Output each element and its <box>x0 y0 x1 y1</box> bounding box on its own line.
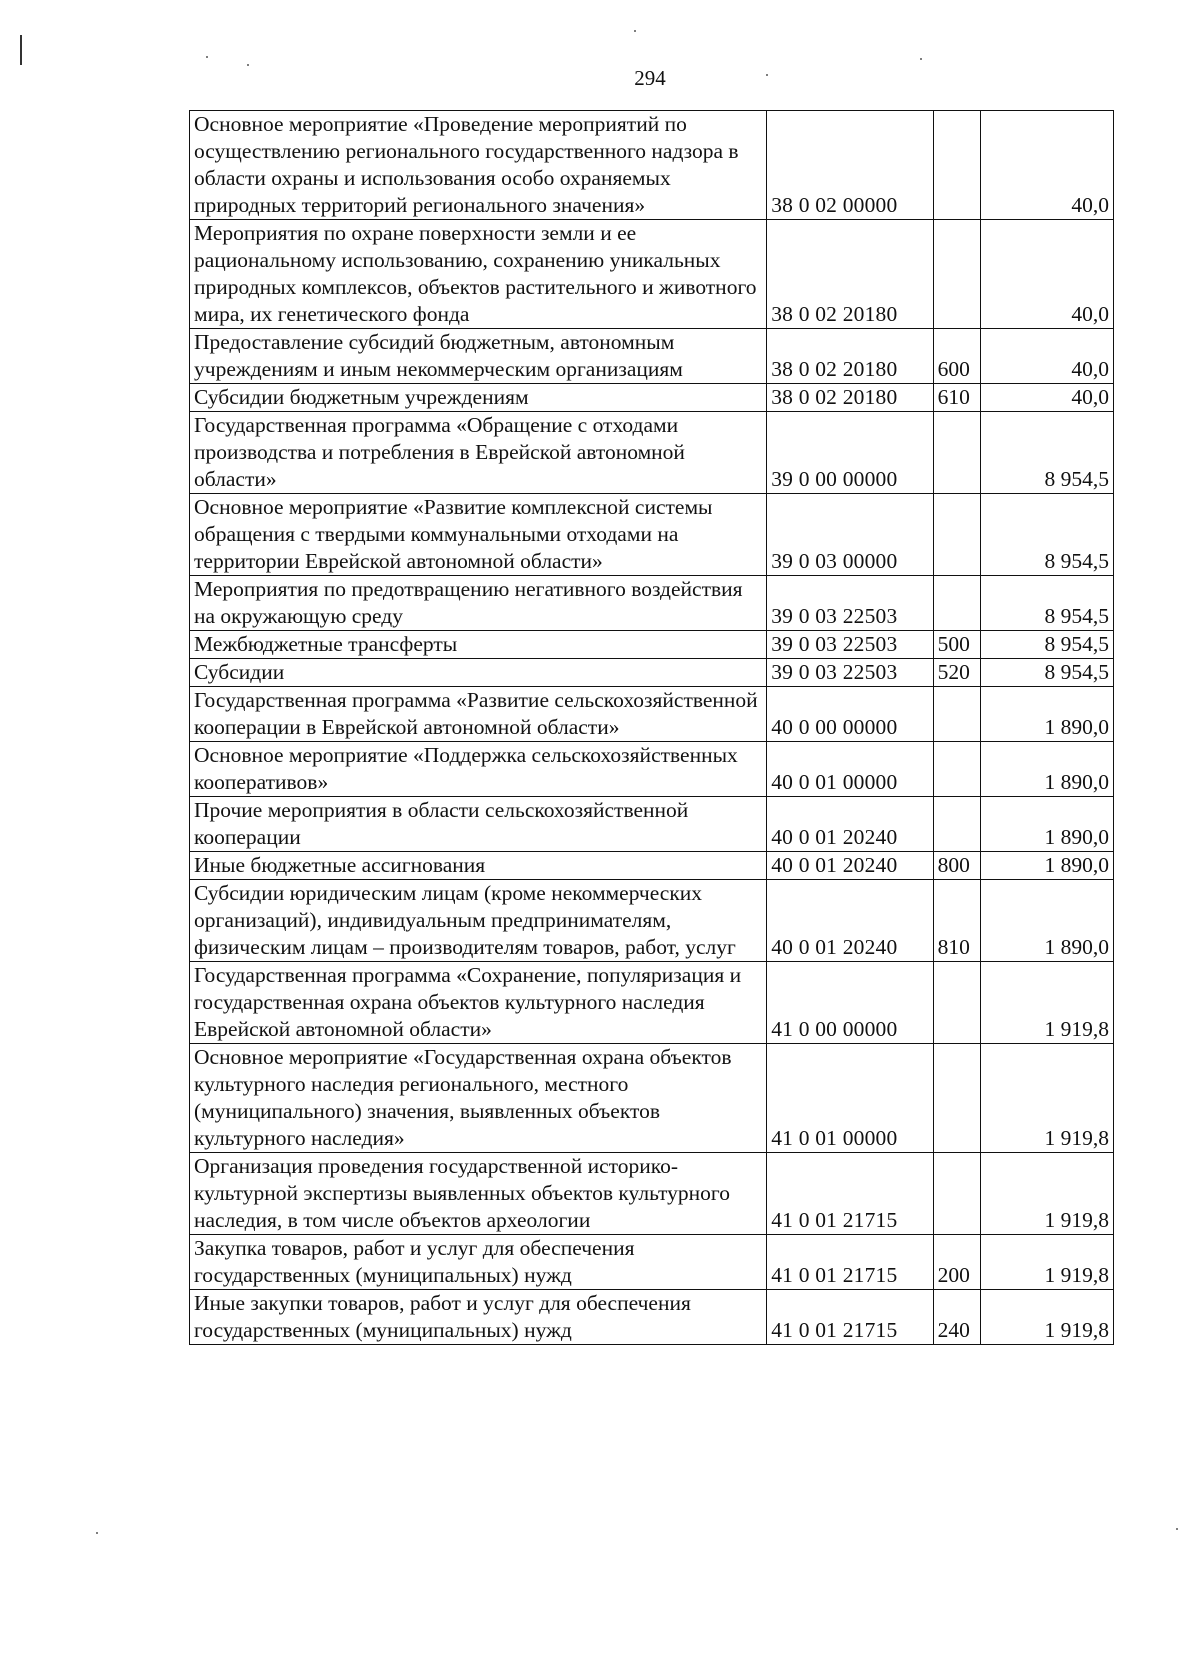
scan-speck <box>920 58 922 60</box>
row-sum-cell: 1 919,8 <box>980 1153 1113 1235</box>
row-code-cell: 38 0 02 20180 <box>767 384 933 412</box>
row-sum-cell: 1 890,0 <box>980 880 1113 962</box>
row-sum-cell: 1 919,8 <box>980 1290 1113 1345</box>
row-sum-cell: 8 954,5 <box>980 576 1113 631</box>
row-sum-cell: 1 919,8 <box>980 1235 1113 1290</box>
row-code-cell: 38 0 02 20180 <box>767 329 933 384</box>
row-expense-type-cell <box>933 797 980 852</box>
row-sum-cell: 40,0 <box>980 329 1113 384</box>
table-row <box>190 384 1114 412</box>
row-expense-type-cell: 520 <box>933 659 980 687</box>
row-code-cell: 41 0 01 21715 <box>767 1153 933 1235</box>
row-name-cell: Основное мероприятие «Государственная охрана объектов культурного наследия регионального, местного (муниципального) значения, выявленных объектов культурного наследия» <box>190 1044 767 1153</box>
row-code-cell: 40 0 01 20240 <box>767 797 933 852</box>
row-name-cell: Субсидии юридическим лицам (кроме некоммерческих организаций), индивидуальным предпринимателям, физическим лицам – производителям товаров, работ, услуг <box>190 880 767 962</box>
table-row <box>190 329 1114 384</box>
row-sum-cell: 40,0 <box>980 220 1113 329</box>
row-sum-cell: 8 954,5 <box>980 631 1113 659</box>
row-code-cell: 40 0 01 20240 <box>767 880 933 962</box>
table-row <box>190 659 1114 687</box>
row-code-cell: 38 0 02 00000 <box>767 111 933 220</box>
row-expense-type-cell <box>933 576 980 631</box>
table-row <box>190 1044 1114 1153</box>
row-name-cell: Мероприятия по охране поверхности земли и ее рациональному использованию, сохранению уникальных природных комплексов, объектов растительного и животного мира, их генетического фонда <box>190 220 767 329</box>
budget-table <box>189 110 1114 1345</box>
page-number: 294 <box>634 66 666 90</box>
row-name-cell: Предоставление субсидий бюджетным, автономным учреждениям и иным некоммерческим организациям <box>190 329 767 384</box>
row-name-cell: Иные бюджетные ассигнования <box>190 852 767 880</box>
row-expense-type-cell: 500 <box>933 631 980 659</box>
row-name-cell: Субсидии <box>190 659 767 687</box>
row-expense-type-cell <box>933 1044 980 1153</box>
row-name-cell: Государственная программа «Обращение с отходами производства и потребления в Еврейской автономной области» <box>190 412 767 494</box>
row-code-cell: 40 0 01 00000 <box>767 742 933 797</box>
row-expense-type-cell <box>933 220 980 329</box>
row-code-cell: 41 0 01 21715 <box>767 1290 933 1345</box>
row-name-cell: Государственная программа «Сохранение, популяризация и государственная охрана объектов культурного наследия Еврейской автономной области» <box>190 962 767 1044</box>
row-expense-type-cell <box>933 111 980 220</box>
row-expense-type-cell <box>933 1153 980 1235</box>
table-row <box>190 880 1114 962</box>
budget-table-body <box>190 111 1114 1345</box>
row-code-cell: 41 0 01 00000 <box>767 1044 933 1153</box>
row-name-cell: Государственная программа «Развитие сельскохозяйственной кооперации в Еврейской автономной области» <box>190 687 767 742</box>
row-sum-cell: 1 919,8 <box>980 962 1113 1044</box>
table-row <box>190 631 1114 659</box>
row-name-cell: Основное мероприятие «Поддержка сельскохозяйственных кооперативов» <box>190 742 767 797</box>
scan-speck <box>206 56 208 58</box>
row-code-cell: 41 0 01 21715 <box>767 1235 933 1290</box>
row-name-cell: Основное мероприятие «Развитие комплексной системы обращения с твердыми коммунальными отходами на территории Еврейской автономной области» <box>190 494 767 576</box>
row-sum-cell: 8 954,5 <box>980 412 1113 494</box>
row-name-cell: Межбюджетные трансферты <box>190 631 767 659</box>
row-expense-type-cell: 810 <box>933 880 980 962</box>
row-expense-type-cell: 610 <box>933 384 980 412</box>
row-code-cell: 41 0 00 00000 <box>767 962 933 1044</box>
row-name-cell: Закупка товаров, работ и услуг для обеспечения государственных (муниципальных) нужд <box>190 1235 767 1290</box>
row-expense-type-cell: 800 <box>933 852 980 880</box>
row-sum-cell: 1 890,0 <box>980 852 1113 880</box>
row-code-cell: 39 0 03 22503 <box>767 659 933 687</box>
row-sum-cell: 1 890,0 <box>980 742 1113 797</box>
row-expense-type-cell <box>933 412 980 494</box>
table-row <box>190 797 1114 852</box>
row-expense-type-cell <box>933 687 980 742</box>
row-expense-type-cell <box>933 494 980 576</box>
row-sum-cell: 1 890,0 <box>980 687 1113 742</box>
scan-speck <box>634 30 636 32</box>
scan-speck <box>96 1532 98 1534</box>
row-code-cell: 40 0 01 20240 <box>767 852 933 880</box>
row-sum-cell: 40,0 <box>980 111 1113 220</box>
table-row <box>190 1290 1114 1345</box>
scan-margin-mark <box>20 35 22 65</box>
table-row <box>190 687 1114 742</box>
row-code-cell: 39 0 03 00000 <box>767 494 933 576</box>
table-row <box>190 1235 1114 1290</box>
row-code-cell: 40 0 00 00000 <box>767 687 933 742</box>
row-code-cell: 38 0 02 20180 <box>767 220 933 329</box>
row-name-cell: Прочие мероприятия в области сельскохозяйственной кооперации <box>190 797 767 852</box>
scan-speck <box>1176 1528 1178 1530</box>
row-expense-type-cell <box>933 962 980 1044</box>
table-row <box>190 742 1114 797</box>
row-name-cell: Иные закупки товаров, работ и услуг для обеспечения государственных (муниципальных) нужд <box>190 1290 767 1345</box>
row-code-cell: 39 0 00 00000 <box>767 412 933 494</box>
row-name-cell: Основное мероприятие «Проведение мероприятий по осуществлению регионального государственного надзора в области охраны и использования особо охраняемых природных территорий регионального значения» <box>190 111 767 220</box>
row-expense-type-cell: 200 <box>933 1235 980 1290</box>
row-sum-cell: 8 954,5 <box>980 659 1113 687</box>
table-row <box>190 494 1114 576</box>
row-name-cell: Субсидии бюджетным учреждениям <box>190 384 767 412</box>
row-sum-cell: 40,0 <box>980 384 1113 412</box>
row-expense-type-cell: 600 <box>933 329 980 384</box>
table-row <box>190 111 1114 220</box>
row-sum-cell: 8 954,5 <box>980 494 1113 576</box>
row-expense-type-cell <box>933 742 980 797</box>
row-sum-cell: 1 890,0 <box>980 797 1113 852</box>
table-row <box>190 962 1114 1044</box>
row-name-cell: Организация проведения государственной историко-культурной экспертизы выявленных объектов культурного наследия, в том числе объектов археологии <box>190 1153 767 1235</box>
row-code-cell: 39 0 03 22503 <box>767 631 933 659</box>
table-row <box>190 412 1114 494</box>
table-row <box>190 852 1114 880</box>
table-row <box>190 220 1114 329</box>
row-name-cell: Мероприятия по предотвращению негативного воздействия на окружающую среду <box>190 576 767 631</box>
table-row <box>190 1153 1114 1235</box>
row-code-cell: 39 0 03 22503 <box>767 576 933 631</box>
row-expense-type-cell: 240 <box>933 1290 980 1345</box>
row-sum-cell: 1 919,8 <box>980 1044 1113 1153</box>
table-row <box>190 576 1114 631</box>
